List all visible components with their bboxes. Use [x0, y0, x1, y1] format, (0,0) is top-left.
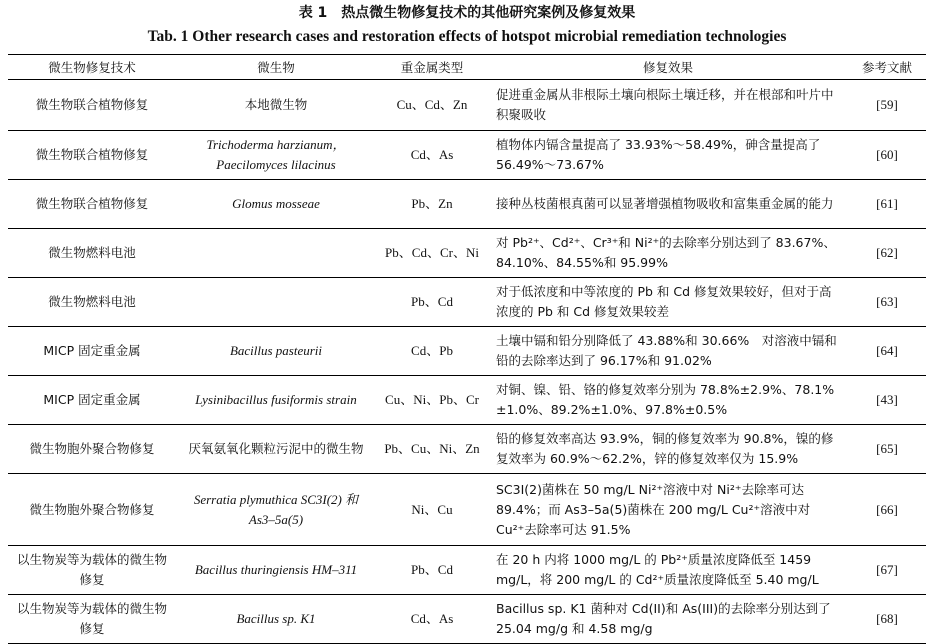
table-row	[8, 278, 926, 327]
cell-microbe: Serratia plymuthica SC3I(2) 和 As3–5a(5)	[193, 491, 359, 527]
header-reference: 参考文献	[861, 60, 912, 75]
cell-metal: Pb、Cd	[411, 294, 453, 309]
table-title-english: Tab. 1 Other research cases and restoration effects of hotspot microbial remediation technologies	[147, 28, 787, 45]
table-row	[8, 595, 926, 644]
cell-technology: 以生物炭等为载体的微生物修复	[16, 601, 167, 636]
cell-metal: Cu、Ni、Pb、Cr	[385, 392, 479, 407]
remediation-cases-table	[8, 54, 926, 644]
cell-reference: [62]	[876, 245, 898, 260]
cell-technology: MICP 固定重金属	[43, 343, 141, 358]
header-technology: 微生物修复技术	[48, 60, 136, 75]
table-row	[8, 327, 926, 376]
cell-microbe: Trichoderma harzianum，Paecilomyces lilacinus	[206, 137, 346, 172]
cell-effect: 铅的修复效率高达 93.9%，铜的修复效率为 90.8%，镍的修复效率为 60.9%～62.2%，锌的修复效率仅为 15.9%	[496, 431, 834, 466]
cell-effect: 对铜、镍、铅、铬的修复效率分别为 78.8%±2.9%、78.1%±1.0%、89.2%±1.0%、97.8%±0.5%	[496, 382, 835, 417]
cell-metal: Pb、Cd	[411, 562, 453, 577]
cell-technology: 以生物炭等为载体的微生物修复	[16, 552, 167, 587]
cell-metal: Cd、As	[410, 147, 454, 162]
cell-microbe: 本地微生物	[244, 97, 308, 112]
cell-technology: 微生物联合植物修复	[35, 97, 149, 112]
cell-effect: 植物体内镉含量提高了 33.93%～58.49%，砷含量提高了 56.49%～73.67%	[496, 137, 821, 172]
cell-technology: 微生物联合植物修复	[35, 196, 149, 211]
cell-microbe	[176, 278, 376, 327]
cell-reference: [43]	[876, 392, 898, 407]
table-row	[8, 474, 926, 546]
cell-reference: [63]	[876, 294, 898, 309]
table-row	[8, 546, 926, 595]
header-effect: 修复效果	[642, 60, 693, 75]
cell-metal: Pb、Cu、Ni、Zn	[384, 441, 480, 456]
cell-microbe: Glomus mosseae	[232, 196, 320, 211]
table-row	[8, 425, 926, 474]
cell-reference: [59]	[876, 97, 898, 112]
cell-reference: [65]	[876, 441, 898, 456]
cell-metal: Cu、Cd、Zn	[396, 97, 468, 112]
cell-microbe: Bacillus pasteurii	[229, 343, 323, 358]
cell-effect: 在 20 h 内将 1000 mg/L 的 Pb²⁺质量浓度降低至 1459 mg/L，将 200 mg/L 的 Cd²⁺质量浓度降低至 5.40 mg/L	[496, 552, 819, 587]
cell-microbe	[176, 229, 376, 278]
cell-effect: 促进重金属从非根际土壤向根际土壤迁移，并在根部和叶片中积聚吸收	[496, 87, 834, 122]
cell-technology: MICP 固定重金属	[43, 392, 141, 407]
cell-metal: Pb、Cd、Cr、Ni	[385, 245, 479, 260]
cell-reference: [61]	[876, 196, 898, 211]
table-header-row	[8, 55, 926, 80]
cell-technology: 微生物联合植物修复	[35, 147, 149, 162]
cell-effect: 土壤中镉和铅分别降低了 43.88%和 30.66% 对溶液中镉和铅的去除率达到了 96.17%和 91.02%	[496, 333, 837, 368]
cell-reference: [64]	[876, 343, 898, 358]
header-microbe: 微生物	[257, 60, 295, 75]
table-row	[8, 131, 926, 180]
cell-technology: 微生物燃料电池	[48, 294, 136, 309]
cell-metal: Ni、Cu	[411, 501, 453, 517]
cell-microbe: 厌氧氨氧化颗粒污泥中的微生物	[188, 441, 364, 456]
cell-technology: 微生物燃料电池	[48, 245, 136, 260]
cell-microbe: Bacillus sp. K1	[236, 611, 316, 626]
cell-metal: Pb、Zn	[411, 196, 453, 211]
cell-reference: [68]	[876, 611, 898, 626]
cell-effect: SC3I(2)菌株在 50 mg/L Ni²⁺溶液中对 Ni²⁺去除率可达 89.4%；而 As3–5a(5)菌株在 200 mg/L Cu²⁺溶液中对 Cu²⁺去除率可达 91.5%	[496, 481, 811, 537]
cell-reference: [66]	[876, 501, 898, 517]
table-row	[8, 376, 926, 425]
cell-metal: Cd、As	[410, 611, 454, 626]
table-row	[8, 180, 926, 229]
cell-metal: Cd、Pb	[411, 343, 453, 358]
cell-reference: [67]	[876, 562, 898, 577]
table-row	[8, 80, 926, 131]
table-row	[8, 229, 926, 278]
cell-effect: 接种丛枝菌根真菌可以显著增强植物吸收和富集重金属的能力	[496, 196, 834, 211]
cell-microbe: Lysinibacillus fusiformis strain	[195, 392, 357, 407]
cell-effect: 对于低浓度和中等浓度的 Pb 和 Cd 修复效果较好，但对于高浓度的 Pb 和 Cd 修复效果较差	[496, 284, 832, 319]
cell-microbe: Bacillus thuringiensis HM–311	[194, 562, 358, 577]
cell-effect: Bacillus sp. K1 菌种对 Cd(II)和 As(III)的去除率分别达到了 25.04 mg/g 和 4.58 mg/g	[496, 601, 831, 636]
cell-effect: 对 Pb²⁺、Cd²⁺、Cr³⁺和 Ni²⁺的去除率分别达到了 83.67%、84.10%、84.55%和 95.99%	[496, 235, 836, 270]
cell-reference: [60]	[876, 147, 898, 162]
header-metal: 重金属类型	[400, 60, 464, 75]
cell-technology: 微生物胞外聚合物修复	[29, 501, 155, 517]
table-title-chinese: 表 1 热点微生物修复技术的其他研究案例及修复效果	[298, 5, 636, 21]
cell-technology: 微生物胞外聚合物修复	[29, 441, 155, 456]
